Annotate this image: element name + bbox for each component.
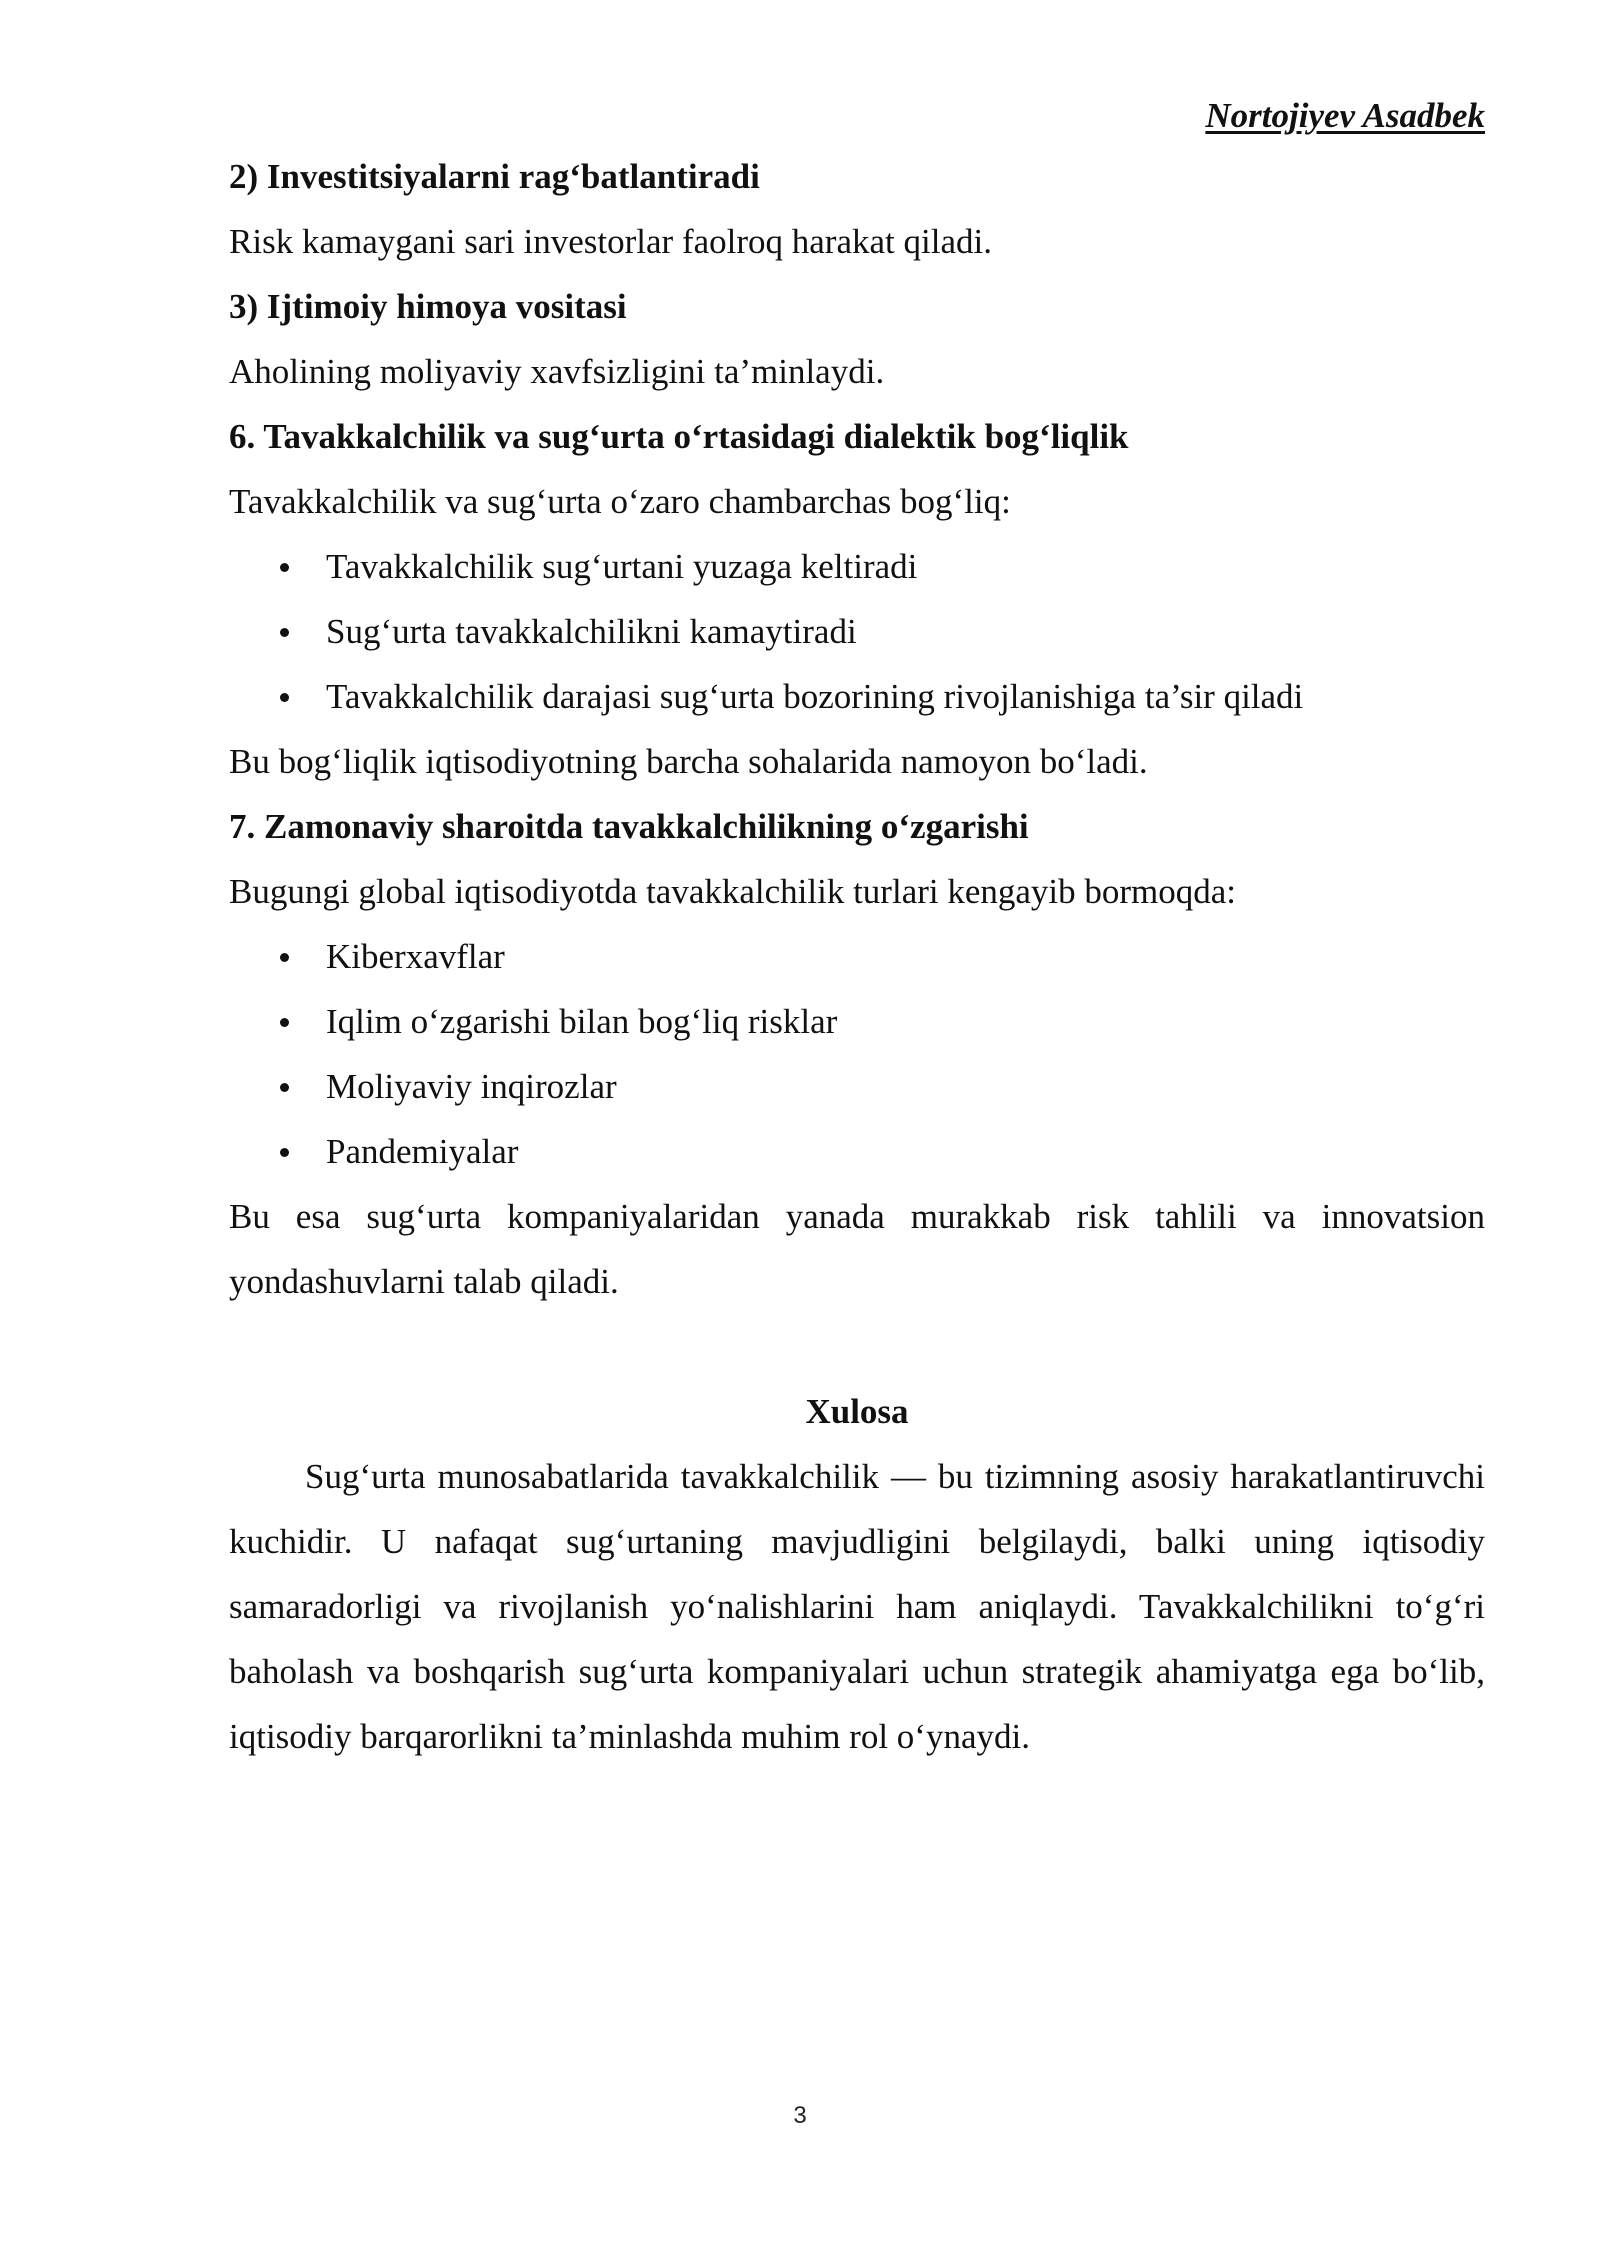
section-heading-investments: 2) Investitsiyalarni rag‘batlantiradi — [229, 157, 760, 196]
list-item-text: Tavakkalchilik sug‘urtani yuzaga keltiradi — [326, 547, 918, 586]
bullet-list-modern-risks — [229, 924, 1485, 1184]
bullet-icon — [280, 1148, 289, 1157]
list-item — [229, 1054, 1485, 1119]
bullet-icon — [280, 628, 289, 637]
section-heading-dialectic: 6. Tavakkalchilik va sug‘urta o‘rtasidagi dialektik bog‘liqlik — [229, 417, 1129, 456]
list-item-text: Tavakkalchilik darajasi sug‘urta bozorining rivojlanishiga ta’sir qiladi — [326, 677, 1304, 716]
list-item-text: Kiberxavflar — [326, 937, 505, 976]
author-name: Nortojiyev Asadbek — [1205, 96, 1485, 135]
section-text-social-protection: Aholining moliyaviy xavfsizligini ta’minlaydi. — [229, 352, 885, 391]
section-heading-social-protection: 3) Ijtimoiy himoya vositasi — [229, 287, 627, 326]
bullet-list-dialectic — [229, 534, 1485, 729]
conclusion-text: Sug‘urta munosabatlarida tavakkalchilik — bu tizimning asosiy harakatlantiruvchi kuchidir. U nafaqat sug‘urtaning mavjudligini belgilaydi, balki uning iqtisodiy samaradorligi va rivojlanish yo‘nalishlarini ham aniqlaydi. Tavakkalchilikni to‘g‘ri baholash va boshqarish sug‘urta kompaniyalari uchun strategik ahamiyatga ega bo‘lib, iqtisodiy barqarorlikni ta’minlashda muhim rol o‘ynaydi. — [229, 1457, 1485, 1756]
bullet-icon — [280, 693, 289, 702]
bullet-icon — [280, 953, 289, 962]
list-item — [229, 1119, 1485, 1184]
list-item — [229, 599, 1485, 664]
section-intro-dialectic: Tavakkalchilik va sug‘urta o‘zaro chambarchas bog‘liq: — [229, 482, 1011, 521]
section-text-investments: Risk kamaygani sari investorlar faolroq harakat qiladi. — [229, 222, 992, 261]
list-item — [229, 534, 1485, 599]
list-item — [229, 989, 1485, 1054]
list-item — [229, 924, 1485, 989]
section-heading-modern-conditions: 7. Zamonaviy sharoitda tavakkalchilikning o‘zgarishi — [229, 807, 1029, 846]
list-item-text: Pandemiyalar — [326, 1132, 519, 1171]
bullet-icon — [280, 1083, 289, 1092]
list-item-text: Sug‘urta tavakkalchilikni kamaytiradi — [326, 612, 857, 651]
section-intro-modern-conditions: Bugungi global iqtisodiyotda tavakkalchilik turlari kengayib bormoqda: — [229, 872, 1237, 911]
bullet-icon — [280, 563, 289, 572]
section-spacer — [229, 1314, 1485, 1379]
document-body — [229, 144, 1485, 1769]
conclusion-heading: Xulosa — [805, 1392, 909, 1431]
section-closing-modern-conditions: Bu esa sug‘urta kompaniyalaridan yanada murakkab risk tahlili va innovatsion yondashuvlarni talab qiladi. — [229, 1197, 1485, 1301]
bullet-icon — [280, 1018, 289, 1027]
list-item-text: Iqlim o‘zgarishi bilan bog‘liq risklar — [326, 1002, 838, 1041]
list-item-text: Moliyaviy inqirozlar — [326, 1067, 617, 1106]
section-closing-dialectic: Bu bog‘liqlik iqtisodiyotning barcha sohalarida namoyon bo‘ladi. — [229, 742, 1148, 781]
list-item — [229, 664, 1485, 729]
page-number: 3 — [793, 2102, 807, 2129]
